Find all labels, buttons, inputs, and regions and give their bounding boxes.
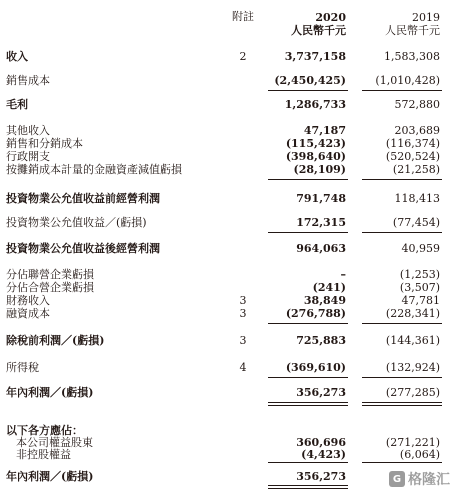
watermark-text: 格隆汇 (408, 472, 450, 488)
double-underline-2019 (362, 405, 442, 406)
row-2019-gross-profit: 572,880 (394, 98, 440, 111)
underline-2019 (362, 323, 442, 324)
row-label-gross-profit: 毛利 (6, 98, 28, 111)
row-2020-impairment: (28,109) (293, 163, 346, 176)
underline-2020 (268, 179, 348, 180)
underline-2020 (268, 232, 348, 233)
row-label-income-tax: 所得稅 (6, 361, 39, 374)
row-2019-profit-year: (277,285) (385, 386, 440, 399)
row-2020-share-associates: – (340, 268, 346, 281)
row-2020-selling-distribution: (115,423) (285, 137, 346, 150)
row-label-finance-costs: 融資成本 (6, 307, 50, 320)
row-label-nci: 非控股權益 (16, 448, 71, 461)
year-2019-header: 2019 (412, 11, 440, 24)
watermark (389, 469, 450, 489)
row-2020-profit-year: 356,273 (296, 386, 346, 399)
underline-2019 (362, 232, 442, 233)
row-2019-op-profit-before-fv: 118,413 (394, 192, 440, 205)
row-2019-revenue: 1,583,308 (384, 50, 440, 63)
row-2019-share-associates: (1,253) (399, 268, 440, 281)
row-label-fv-gain-loss: 投資物業公允值收益／(虧損) (6, 216, 147, 229)
row-2020-fv-gain-loss: 172,315 (296, 216, 346, 229)
row-2020-gross-profit: 1,286,733 (284, 98, 346, 111)
row-label-share-associates: 分佔聯營企業虧損 (6, 268, 94, 281)
row-label-selling-distribution: 銷售和分銷成本 (6, 137, 83, 150)
underline-2020 (268, 462, 348, 463)
currency-2020-header: 人民幣千元 (291, 24, 346, 37)
row-2019-fv-gain-loss: (77,454) (392, 216, 440, 229)
row-note-income-tax: 4 (239, 361, 247, 374)
row-2019-admin-expenses: (520,524) (385, 150, 440, 163)
row-label-profit-year: 年內利潤／(虧損) (6, 386, 94, 399)
note-column-header: 附註 (232, 10, 254, 23)
row-2019-finance-costs: (228,341) (385, 307, 440, 320)
double-underline-2020 (268, 488, 348, 489)
underline-2020 (268, 377, 348, 378)
row-2020-op-profit-before-fv: 791,748 (296, 192, 346, 205)
underline-2019 (362, 377, 442, 378)
underline-2019 (362, 90, 442, 91)
row-2019-op-profit-after-fv: 40,959 (401, 242, 440, 255)
row-2020-other-income: 47,187 (303, 124, 346, 137)
underline-2019 (362, 179, 442, 180)
row-label-cost-of-sales: 銷售成本 (6, 74, 50, 87)
row-2019-impairment: (21,258) (392, 163, 440, 176)
row-label-revenue: 收入 (6, 50, 28, 63)
double-underline-2019 (362, 402, 442, 403)
row-label-owners: 本公司權益股東 (16, 436, 93, 449)
row-2020-finance-costs: (276,788) (285, 307, 346, 320)
double-underline-2020 (268, 485, 348, 486)
row-label-other-income: 其他收入 (6, 124, 50, 137)
row-2019-pbt: (144,361) (385, 334, 440, 347)
row-note-finance-costs: 3 (239, 307, 247, 320)
row-label-profit-year-total: 年內利潤／(虧損) (6, 470, 94, 483)
row-2019-other-income: 203,689 (394, 124, 440, 137)
row-2019-income-tax: (132,924) (385, 361, 440, 374)
row-label-finance-income: 財務收入 (6, 294, 50, 307)
row-2020-op-profit-after-fv: 964,063 (296, 242, 346, 255)
row-2019-nci: (6,064) (399, 448, 440, 461)
row-2019-finance-income: 47,781 (401, 294, 440, 307)
row-label-attributable-header: 以下各方應佔： (6, 424, 83, 437)
row-2019-share-jv: (3,507) (399, 281, 440, 294)
row-note-finance-income: 3 (239, 294, 247, 307)
row-note-revenue: 2 (239, 50, 247, 63)
underline-2019 (362, 462, 442, 463)
row-2020-income-tax: (369,610) (285, 361, 346, 374)
row-2019-cost-of-sales: (1,010,428) (375, 74, 440, 87)
row-2019-selling-distribution: (116,374) (385, 137, 440, 150)
row-2020-profit-year-total: 356,273 (296, 470, 346, 483)
row-2020-finance-income: 38,849 (303, 294, 346, 307)
double-underline-2020 (268, 402, 348, 403)
currency-2019-header: 人民幣千元 (385, 24, 440, 37)
year-2020-header: 2020 (315, 11, 346, 24)
watermark-logo-icon: G (389, 471, 405, 487)
row-label-admin-expenses: 行政開支 (6, 150, 50, 163)
double-underline-2020 (268, 405, 348, 406)
row-2020-nci: (4,423) (301, 448, 346, 461)
row-label-share-jv: 分佔合營企業虧損 (6, 281, 94, 294)
row-note-pbt: 3 (239, 334, 247, 347)
row-2019-owners: (271,221) (385, 436, 440, 449)
underline-2020 (268, 323, 348, 324)
row-2020-cost-of-sales: (2,450,425) (274, 74, 346, 87)
row-2020-pbt: 725,883 (296, 334, 346, 347)
row-2020-revenue: 3,737,158 (284, 50, 346, 63)
underline-2020 (268, 90, 348, 91)
row-label-pbt: 除稅前利潤／(虧損) (6, 334, 105, 347)
row-label-op-profit-after-fv: 投資物業公允值收益後經營利潤 (6, 242, 160, 255)
row-2020-owners: 360,696 (296, 436, 346, 449)
row-2020-admin-expenses: (398,640) (285, 150, 346, 163)
row-2020-share-jv: (241) (312, 281, 346, 294)
row-label-op-profit-before-fv: 投資物業公允值收益前經營利潤 (6, 192, 160, 205)
row-label-impairment: 按攤銷成本計量的金融資產減值虧損 (6, 163, 182, 176)
